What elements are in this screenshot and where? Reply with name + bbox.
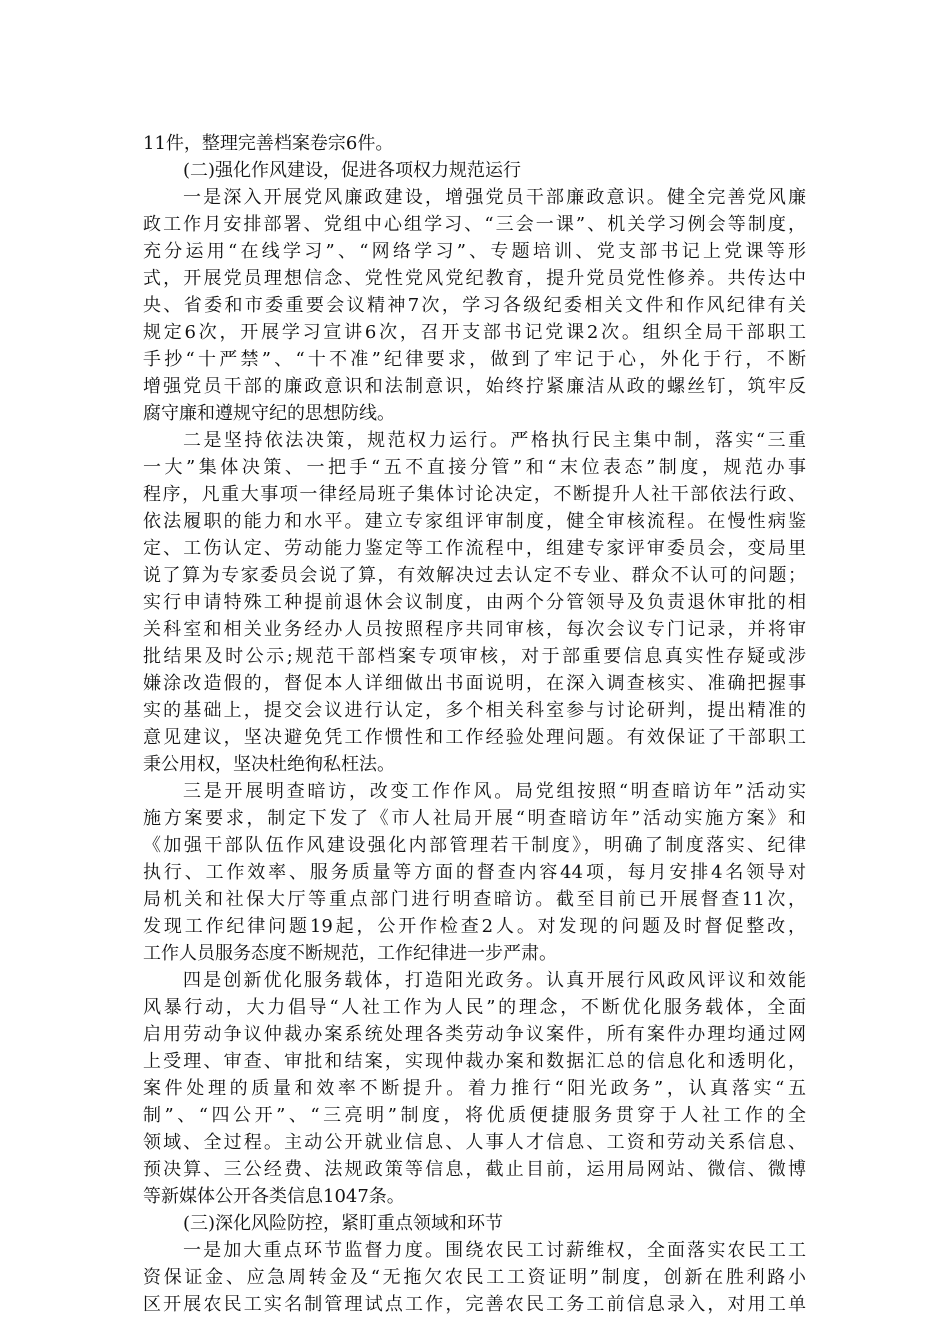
text-line: 执行、工作效率、服务质量等方面的督查内容44项，每月安排4名领导对 <box>143 862 806 883</box>
text-line: 批结果及时公示;规范干部档案专项审核，对于部重要信息真实性存疑或涉 <box>143 646 806 667</box>
text-line: 等新媒体公开各类信息1047条。 <box>143 1186 405 1207</box>
text-line: 一是深入开展党风廉政建设，增强党员干部廉政意识。健全完善党风廉 <box>183 187 806 208</box>
text-line: 发现工作纪律问题19起，公开作检查2人。对发现的问题及时督促整改， <box>143 916 806 937</box>
text-line: 案件处理的质量和效率不断提升。着力推行“阳光政务”，认真落实“五 <box>143 1078 806 1099</box>
text-line: 央、省委和市委重要会议精神7次，学习各级纪委相关文件和作风纪律有关 <box>143 295 806 316</box>
text-line: 规定6次，开展学习宣讲6次，召开支部书记党课2次。组织全局干部职工 <box>143 322 806 343</box>
text-line: 二是坚持依法决策，规范权力运行。严格执行民主集中制，落实“三重 <box>183 430 806 451</box>
section-heading <box>143 157 806 184</box>
paragraph <box>143 967 806 1210</box>
text-line: 区开展农民工实名制管理试点工作，完善农民工务工前信息录入，对用工单 <box>143 1294 806 1315</box>
text-line: 风暴行动，大力倡导“人社工作为人民”的理念，不断优化服务载体，全面 <box>143 997 806 1018</box>
text-line: 领域、全过程。主动公开就业信息、人事人才信息、工资和劳动关系信息、 <box>143 1132 806 1153</box>
text-line: (三)深化风险防控，紧盯重点领域和环节 <box>183 1213 504 1234</box>
text-line: 一大”集体决策、一把手“五不直接分管”和“末位表态”制度，规范办事 <box>143 457 806 478</box>
text-line: 局机关和社保大厅等重点部门进行明查暗访。截至目前已开展督查11次， <box>143 889 806 910</box>
text-line: 关科室和相关业务经办人员按照程序共同审核，每次会议专门记录，并将审 <box>143 619 806 640</box>
text-line: 三是开展明查暗访，改变工作作风。局党组按照“明查暗访年”活动实 <box>183 781 806 802</box>
text-line: 启用劳动争议仲裁办案系统处理各类劳动争议案件，所有案件办理均通过网 <box>143 1024 806 1045</box>
paragraph <box>143 184 806 427</box>
text-line: 式，开展党员理想信念、党性党风党纪教育，提升党员党性修养。共传达中 <box>143 268 806 289</box>
text-line: 实的基础上，提交会议进行认定，多个相关科室参与讨论研判，提出精准的 <box>143 700 806 721</box>
text-line: 依法履职的能力和水平。建立专家组评审制度，健全审核流程。在慢性病鉴 <box>143 511 806 532</box>
text-line: 程序，凡重大事项一律经局班子集体讨论决定，不断提升人社干部依法行政、 <box>143 484 806 505</box>
text-line: (二)强化作风建设，促进各项权力规范运行 <box>183 160 522 181</box>
paragraph <box>143 427 806 778</box>
text-line: 上受理、审查、审批和结案，实现仲裁办案和数据汇总的信息化和透明化， <box>143 1051 806 1072</box>
text-line: 实行申请特殊工种提前退休会议制度，由两个分管领导及负责退休审批的相 <box>143 592 806 613</box>
text-line: 一是加大重点环节监督力度。围绕农民工讨薪维权，全面落实农民工工 <box>183 1240 806 1261</box>
text-line: 增强党员干部的廉政意识和法制意识，始终拧紧廉洁从政的螺丝钉，筑牢反 <box>143 376 806 397</box>
section-heading <box>143 1210 806 1237</box>
text-line: 政工作月安排部署、党组中心组学习、“三会一课”、机关学习例会等制度， <box>143 214 806 235</box>
text-line: 预决算、三公经费、法规政策等信息，截止目前，运用局网站、微信、微博 <box>143 1159 806 1180</box>
text-line: 手抄“十严禁”、“十不准”纪律要求，做到了牢记于心，外化于行，不断 <box>143 349 806 370</box>
text-line: 11件，整理完善档案卷宗6件。 <box>143 133 394 154</box>
text-line: 施方案要求，制定下发了《市人社局开展“明查暗访年”活动实施方案》和 <box>143 808 806 829</box>
paragraph <box>143 778 806 967</box>
text-line: 《加强干部队伍作风建设强化内部管理若干制度》，明确了制度落实、纪律 <box>143 835 806 856</box>
text-line: 嫌涂改造假的，督促本人详细做出书面说明，在深入调查核实、准确把握事 <box>143 673 806 694</box>
text-line: 制”、“四公开”、“三亮明”制度，将优质便捷服务贯穿于人社工作的全 <box>143 1105 806 1126</box>
text-line: 定、工伤认定、劳动能力鉴定等工作流程中，组建专家评审委员会，变局里 <box>143 538 806 559</box>
text-line: 腐守廉和遵规守纪的思想防线。 <box>143 403 395 424</box>
document-page <box>143 130 806 1318</box>
paragraph <box>143 1237 806 1318</box>
text-line: 说了算为专家委员会说了算，有效解决过去认定不专业、群众不认可的问题； <box>143 565 806 586</box>
paragraph <box>143 130 806 157</box>
text-line: 工作人员服务态度不断规范，工作纪律进一步严肃。 <box>143 943 557 964</box>
text-line: 充分运用“在线学习”、“网络学习”、专题培训、党支部书记上党课等形 <box>143 241 806 262</box>
text-line: 四是创新优化服务载体，打造阳光政务。认真开展行风政风评议和效能 <box>183 970 806 991</box>
text-line: 秉公用权，坚决杜绝徇私枉法。 <box>143 754 395 775</box>
text-line: 意见建议，坚决避免凭工作惯性和工作经验处理问题。有效保证了干部职工 <box>143 727 806 748</box>
text-line: 资保证金、应急周转金及“无拖欠农民工工资证明”制度，创新在胜利路小 <box>143 1267 806 1288</box>
